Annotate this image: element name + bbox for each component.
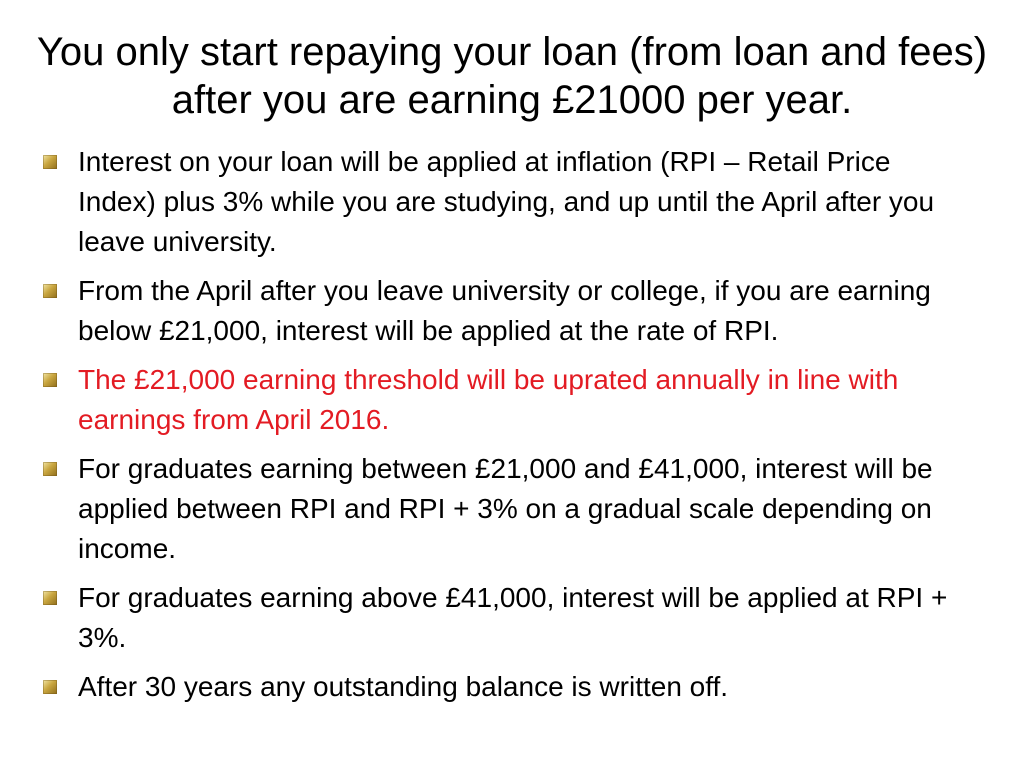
bullet-list	[42, 142, 972, 716]
square-bullet-icon	[43, 155, 57, 169]
square-bullet-icon	[43, 591, 57, 605]
square-bullet-icon	[43, 284, 57, 298]
bullet-item-2	[42, 271, 972, 351]
bullet-text-1: Interest on your loan will be applied at inflation (RPI – Retail Price Index) plus 3% while you are studying, and up until the April after you leave university.	[78, 146, 935, 257]
bullet-item-3	[42, 360, 972, 440]
bullet-item-1	[42, 142, 972, 262]
bullet-text-5: For graduates earning above £41,000, interest will be applied at RPI + 3%.	[78, 582, 948, 653]
bullet-text-6: After 30 years any outstanding balance is written off.	[78, 671, 729, 702]
page-title: You only start repaying your loan (from loan and fees) after you are earning £21000 per year.	[36, 30, 988, 122]
bullet-text-3: The £21,000 earning threshold will be uprated annually in line with earnings from April 2016.	[78, 364, 899, 435]
bullet-text-4: For graduates earning between £21,000 and £41,000, interest will be applied between RPI and RPI + 3% on a gradual scale depending on income.	[78, 453, 933, 564]
square-bullet-icon	[43, 680, 57, 694]
bullet-item-5	[42, 578, 972, 658]
bullet-item-4	[42, 449, 972, 569]
bullet-item-6	[42, 667, 972, 707]
bullet-text-2: From the April after you leave university or college, if you are earning below £21,000, interest will be applied at the rate of RPI.	[78, 275, 931, 346]
square-bullet-icon	[43, 373, 57, 387]
square-bullet-icon	[43, 462, 57, 476]
